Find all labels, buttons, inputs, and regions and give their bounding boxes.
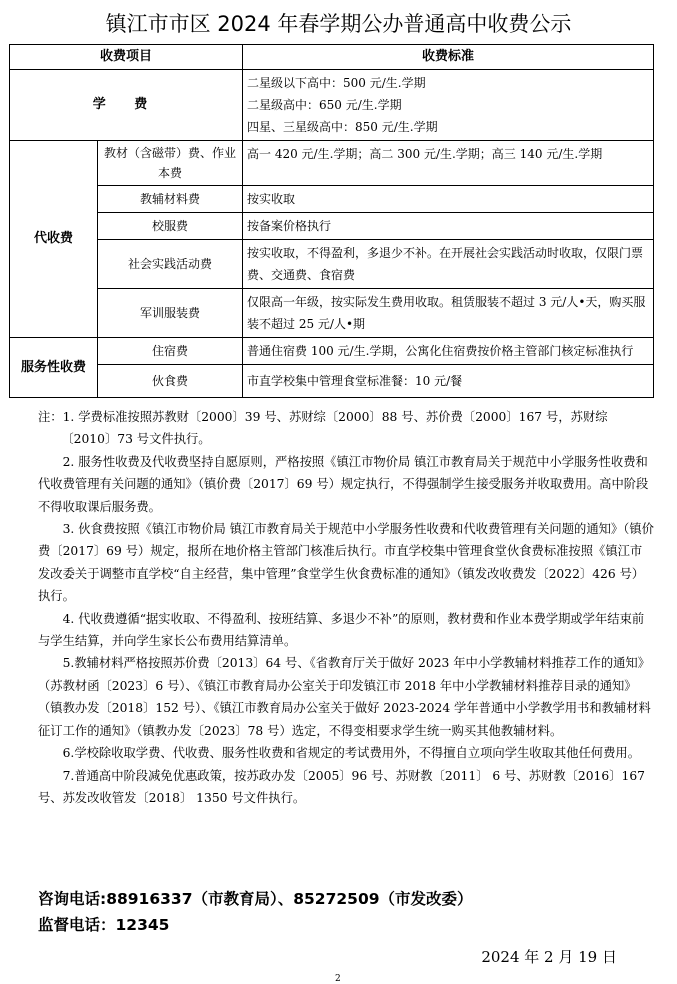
note-paragraph: 3. 伙食费按照《镇江市物价局 镇江市教育局关于规范中小学服务性收费和代收费管理有关问题的通知》（镇价费〔2017〕69 号）规定，报所在地价格主管部门核准后执行。市直学校集中管理食堂伙食费标准按照《镇江市发改委关于调整市直学校“自主经营，集中管理”食堂学生伙食费标准的通知》（镇发改收费发〔2022〕426 号）执行。 (38, 522, 654, 604)
service-standard: 普通住宿费 100 元/生.学期，公寓化住宿费按价格主管部门核定标准执行 (243, 338, 654, 365)
table-header-row (10, 45, 654, 70)
service-item: 伙食费 (98, 365, 243, 398)
notice-date: 2024 年 2 月 19 日 (481, 948, 617, 966)
service-label: 服务性收费 (10, 338, 98, 398)
note-paragraph: 2. 服务性收费及代收费坚持自愿原则，严格按照《镇江市物价局 镇江市教育局关于规范中小学服务性收费和代收费管理有关问题的通知》（镇价费〔2017〕69 号）规定执行，不得强制学生接受服务并收取费用。高中阶段不得收取课后服务费。 (38, 454, 649, 514)
note-paragraph: 5.教辅材料严格按照苏价费〔2013〕64 号、《省教育厅关于做好 2023 年中小学教辅材料推荐工作的通知》（苏教材函〔2023〕6 号）、《镇江市教育局办公室关于印发镇江市 2018 年中小学教辅材料推荐目录的通知》（镇教办发〔2018〕152 号）、《镇江市教育局办公室关于做好 2023-2024 学年普通中小学教学用书和教辅材料征订工作的通知》（镇教办发〔2023〕78 号）选定，不得变相要求学生统一购买其他教辅材料。 (38, 656, 651, 738)
agency-item: 社会实践活动费 (98, 240, 243, 289)
agency-standard: 按实收取 (243, 186, 654, 213)
table-row (10, 141, 654, 186)
tuition-standard (243, 70, 654, 141)
service-standard: 市直学校集中管理食堂标准餐：10 元/餐 (243, 365, 654, 398)
page-title: 镇江市市区 2024 年春学期公办普通高中收费公示 (105, 12, 572, 36)
table-row (10, 240, 654, 289)
table-row (10, 213, 654, 240)
supervise-phone: 监督电话：12345 (38, 916, 170, 934)
agency-item: 校服费 (98, 213, 243, 240)
tuition-line: 四星、三星级高中：850 元/生.学期 (247, 120, 438, 134)
note-paragraph: 7.普通高中阶段减免优惠政策，按苏政办发〔2005〕96 号、苏财教〔2011〕 6 号、苏财教〔2016〕167 号、苏发改收管发〔2018〕 1350 号文件执行。 (38, 768, 645, 805)
table-row (10, 338, 654, 365)
service-item: 住宿费 (98, 338, 243, 365)
consult-phone: 咨询电话:88916337（市教育局）、85272509（市发改委） (38, 890, 473, 908)
note-paragraph: 6.学校除收取学费、代收费、服务性收费和省规定的考试费用外，不得擅自立项向学生收取其他任何费用。 (62, 746, 640, 761)
agency-item: 军训服装费 (98, 289, 243, 338)
tuition-line: 二星级高中：650 元/生.学期 (247, 98, 402, 112)
agency-standard: 高一 420 元/生.学期；高二 300 元/生.学期；高三 140 元/生.学期 (243, 141, 654, 186)
table-row (10, 70, 654, 141)
tuition-line: 二星级以下高中：500 元/生.学期 (247, 76, 426, 90)
agency-standard: 仅限高一年级，按实际发生费用收取。租赁服装不超过 3 元/人•天，购买服装不超过 25 元/人•期 (243, 289, 654, 338)
header-fee-item: 收费项目 (10, 45, 243, 70)
agency-item: 教辅材料费 (98, 186, 243, 213)
header-fee-standard: 收费标准 (243, 45, 654, 70)
notes-section (38, 406, 654, 809)
table-row (10, 186, 654, 213)
note-paragraph: 4. 代收费遵循“据实收取、不得盈利、按班结算、多退少不补”的原则，教材费和作业本费学期或学年结束前与学生结算，并向学生家长公布费用结算清单。 (38, 611, 645, 649)
agency-label: 代收费 (10, 141, 98, 338)
agency-standard: 按实收取，不得盈利，多退少不补。在开展社会实践活动时收取，仅限门票费、交通费、食宿费 (243, 240, 654, 289)
agency-standard: 按备案价格执行 (243, 213, 654, 240)
table-row (10, 289, 654, 338)
page-number: 2 (335, 974, 341, 984)
note-paragraph: 注：1. 学费标准按照苏教财〔2000〕39 号、苏财综〔2000〕88 号、苏价费〔2000〕167 号，苏财综〔2010〕73 号文件执行。 (38, 410, 608, 447)
tuition-label: 学 费 (10, 70, 243, 141)
agency-item: 教材（含磁带）费、作业本费 (98, 141, 243, 186)
table-row (10, 365, 654, 398)
fee-table (9, 44, 654, 398)
